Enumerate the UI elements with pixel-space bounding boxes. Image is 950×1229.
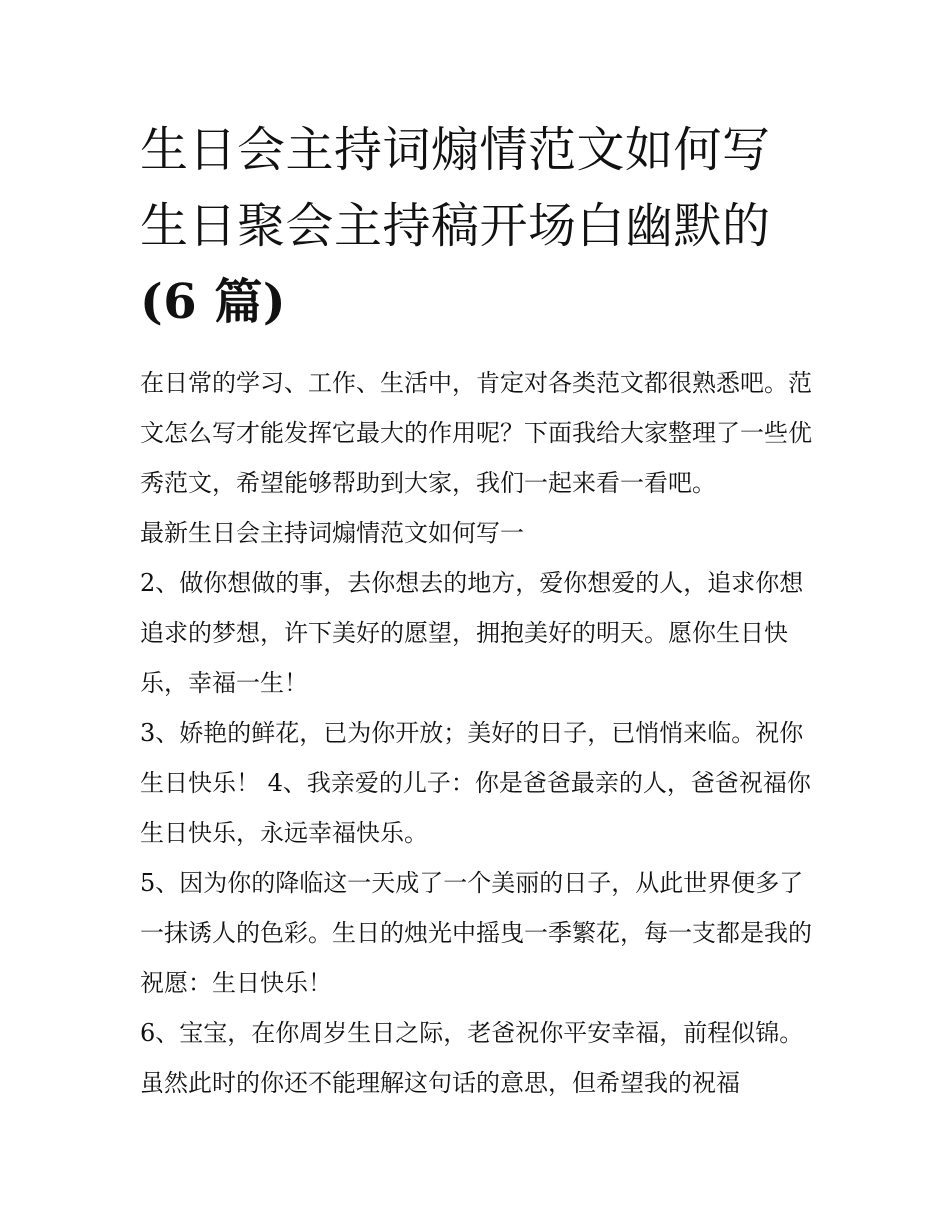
- title-line-1: 生日会主持词煽情范文如何写: [140, 122, 771, 178]
- body-paragraph-2: 2、做你想做的事，去你想去的地方，爱你想爱的人，追求你想追求的梦想，许下美好的愿望，拥抱美好的明天。愿你生日快乐，幸福一生！: [140, 569, 804, 697]
- section-heading: 最新生日会主持词煽情范文如何写一: [140, 519, 524, 547]
- intro-paragraph: 在日常的学习、工作、生活中，肯定对各类范文都很熟悉吧。范文怎么写才能发挥它最大的作用呢？下面我给大家整理了一些优秀范文，希望能够帮助到大家，我们一起来看一看吧。: [140, 369, 812, 497]
- document-title: [140, 112, 820, 340]
- title-line-3: (6 篇): [140, 274, 287, 330]
- document-page: [140, 112, 820, 1108]
- body-paragraph-3: 3、娇艳的鲜花，已为你开放；美好的日子，已悄悄来临。祝你生日快乐！ 4、我亲爱的儿子：你是爸爸最亲的人，爸爸祝福你生日快乐，永远幸福快乐。: [140, 719, 811, 847]
- body-paragraph-4: 5、因为你的降临这一天成了一个美丽的日子，从此世界便多了一抹诱人的色彩。生日的烛光中摇曳一季繁花，每一支都是我的祝愿：生日快乐！: [140, 869, 812, 997]
- title-line-2: 生日聚会主持稿开场白幽默的: [140, 198, 771, 254]
- body-paragraph-5: 6、宝宝，在你周岁生日之际，老爸祝你平安幸福，前程似锦。虽然此时的你还不能理解这句话的意思，但希望我的祝福: [140, 1019, 804, 1097]
